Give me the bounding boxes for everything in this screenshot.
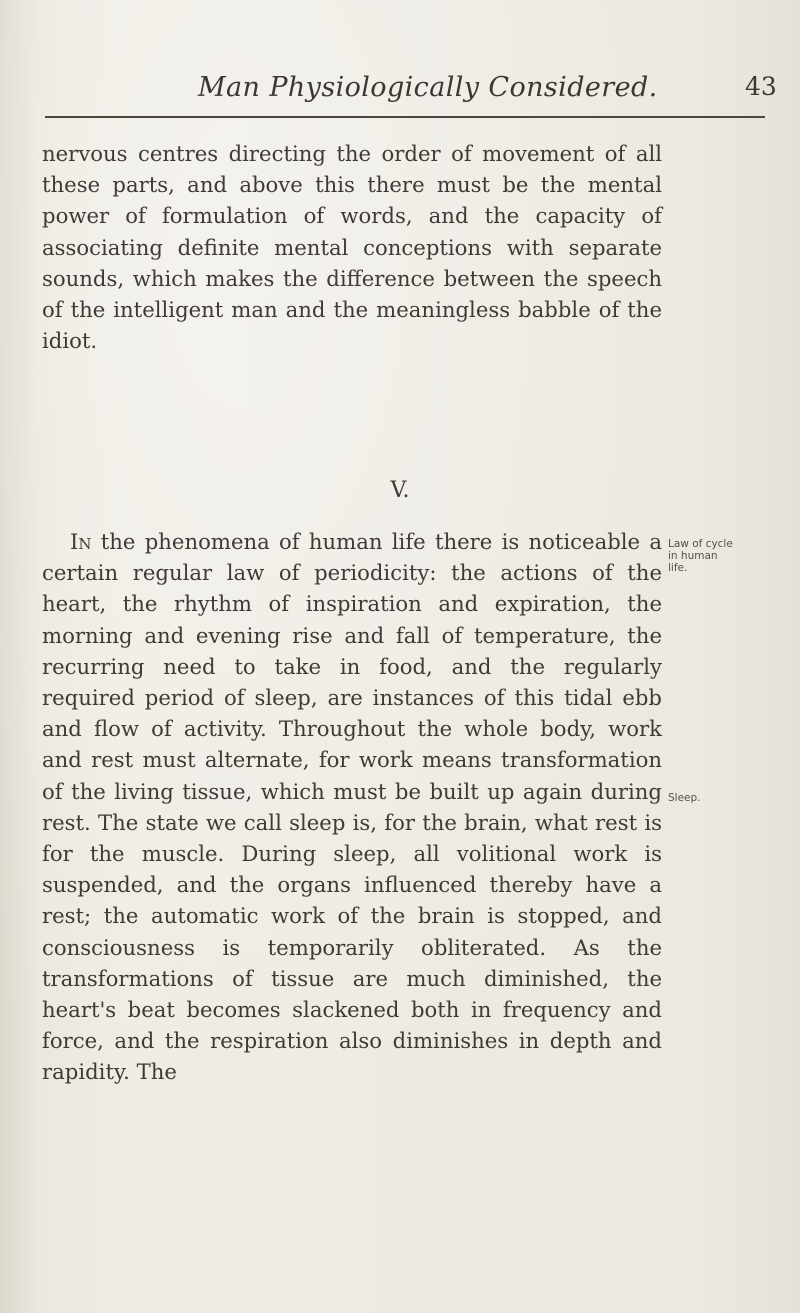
paragraph-opening-word: In bbox=[70, 529, 92, 554]
margin-note-sleep: Sleep. bbox=[668, 792, 701, 804]
section-numeral: V. bbox=[390, 478, 410, 503]
margin-note-law-of-cycle: Law of cycle in human life. bbox=[668, 538, 733, 574]
running-head bbox=[0, 72, 800, 112]
running-title: Man Physiologically Considered. bbox=[198, 72, 658, 103]
header-rule bbox=[45, 116, 765, 118]
paragraph-section-v bbox=[42, 526, 662, 1088]
paragraph-continued bbox=[42, 138, 662, 356]
paragraph-body: the phenomena of human life there is noticeable a certain regular law of periodicity: the actions of the heart, the rhythm of inspiration and expiration, the morning and evening rise and fall of temperature, the recurring need to take in food, and the regularly required period of sleep, are instances of this tidal ebb and flow of activity. Throughout the whole body, work and rest must alternate, for work means transformation of the living tissue, which must be built up again during rest. The state we call sleep is, for the brain, what rest is for the muscle. During sleep, all volitional work is suspended, and the organs influenced thereby have a rest; the automatic work of the brain is stopped, and consciousness is temporarily obliterated. As the transformations of tissue are much diminished, the heart's beat becomes slackened both in frequency and force, and the respiration also diminishes in depth and rapidity. The bbox=[42, 529, 662, 1085]
paragraph-text: nervous centres directing the order of movement of all these parts, and above this there must be the mental power of formulation of words, and the capacity of associating definite mental conceptions with separate sounds, which makes the difference between the speech of the intelligent man and the meaningless babble of the idiot. bbox=[42, 141, 662, 354]
page-number: 43 bbox=[745, 72, 777, 101]
paragraph-text bbox=[42, 526, 662, 1088]
